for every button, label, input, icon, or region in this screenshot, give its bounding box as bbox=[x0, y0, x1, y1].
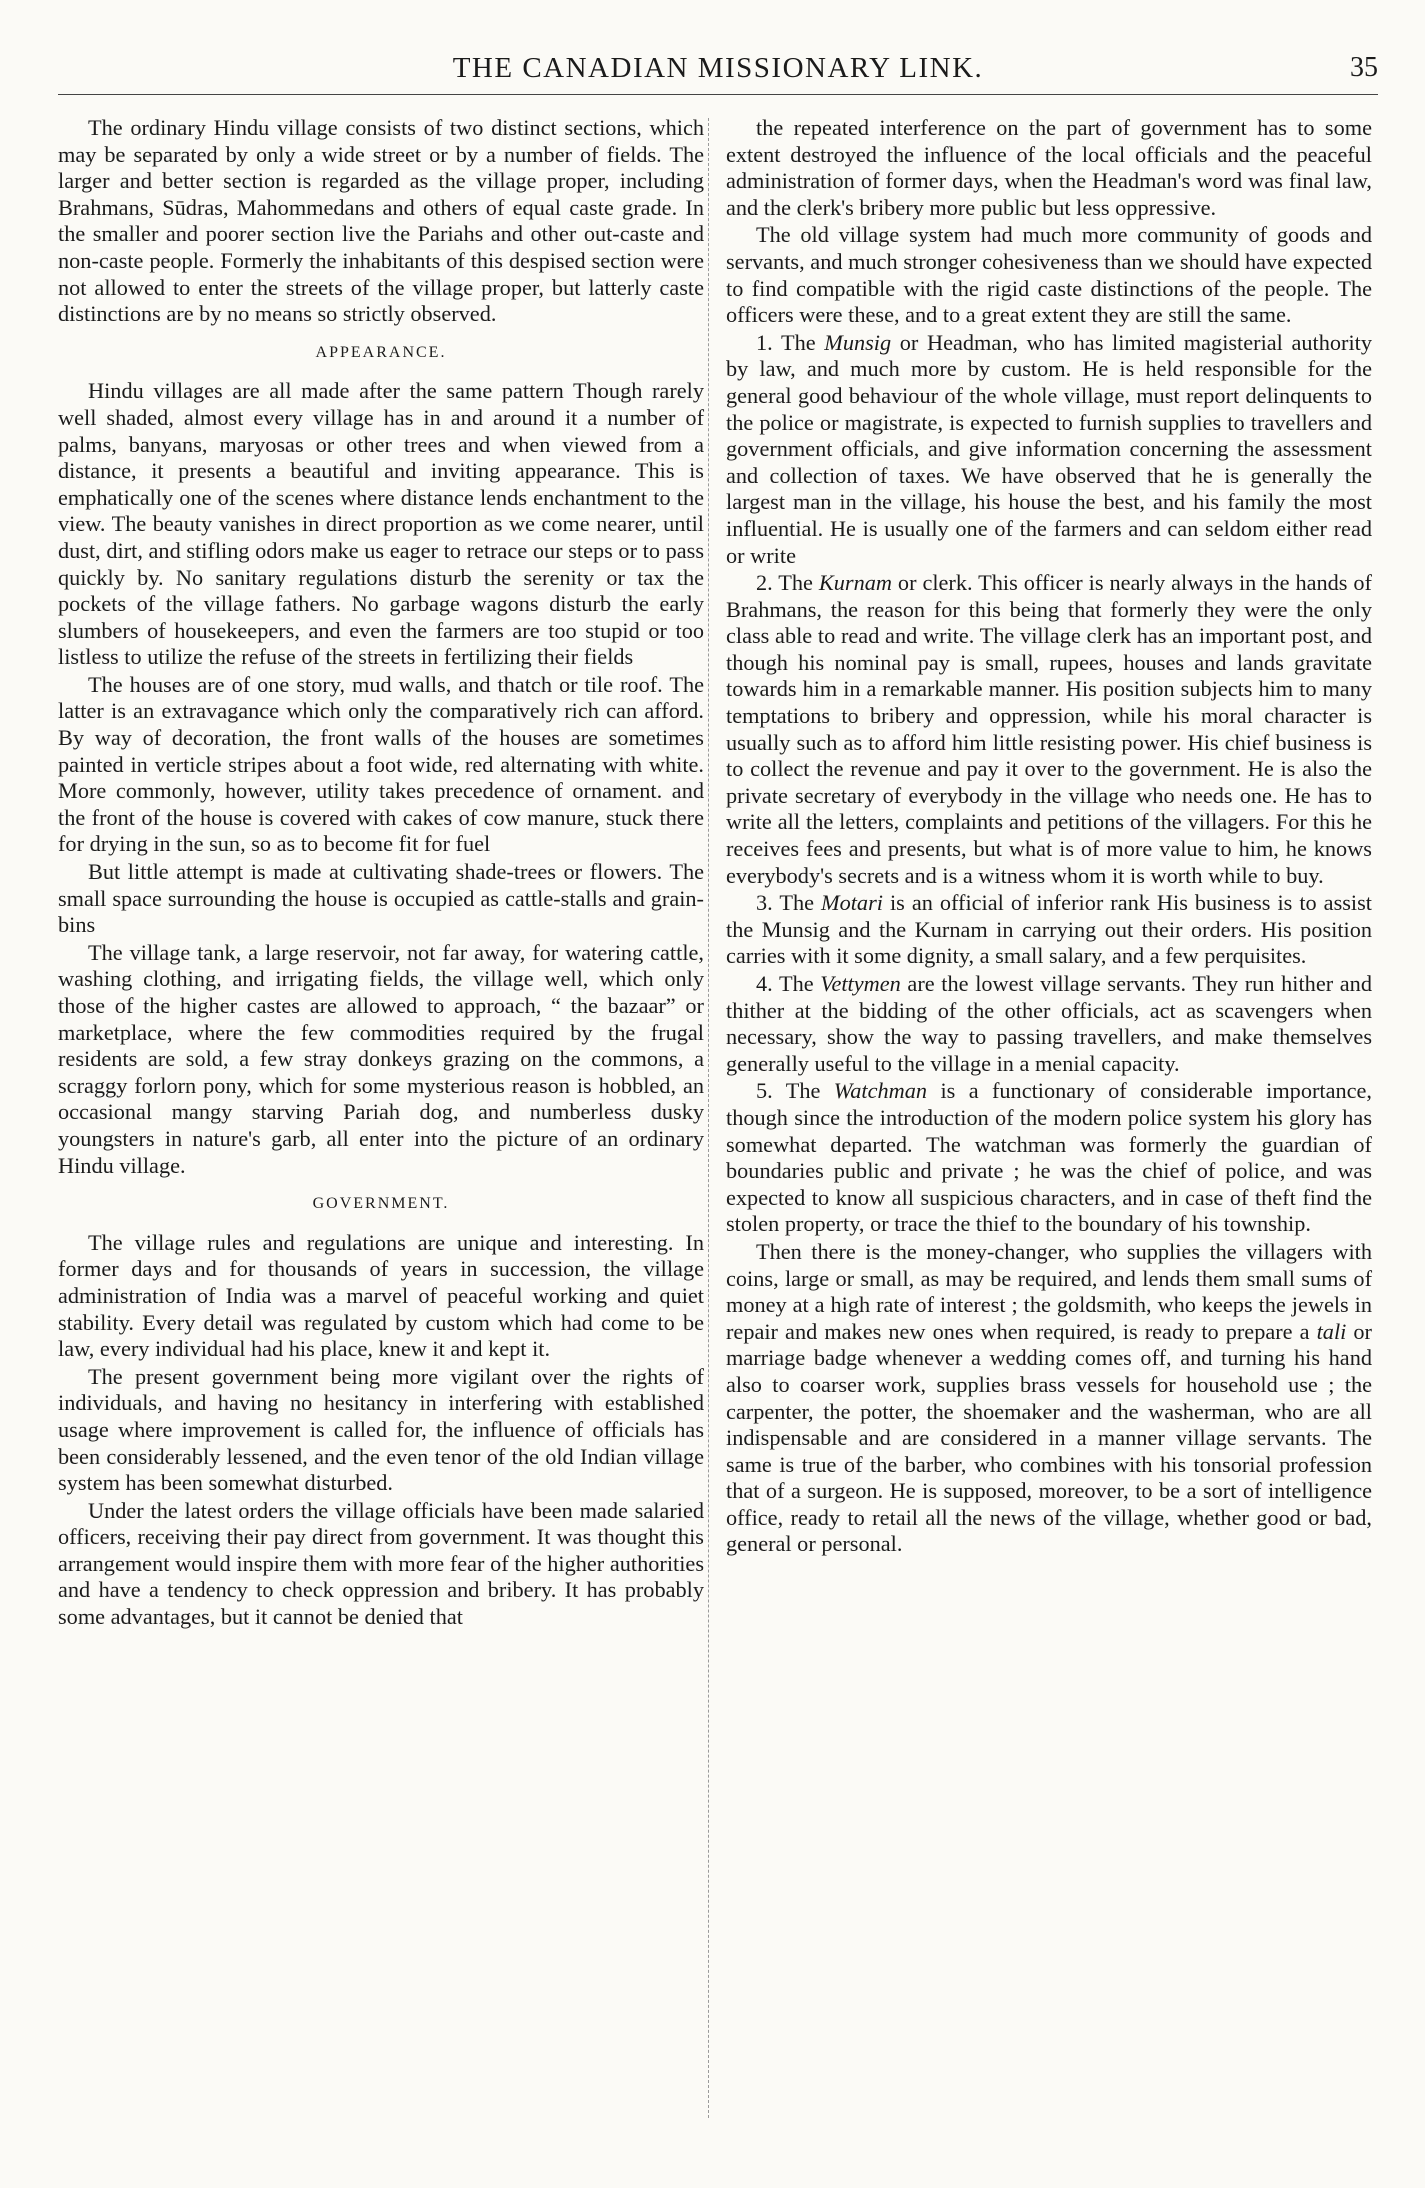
paragraph-village-rules: The village rules and regulations are unique and interesting. In former days and for thousands of years in succession, the village administration of India was a marvel of peaceful working and quiet stability. Every detail was regulated by custom which had come to be law, every individual had his place, knew it and kept it. bbox=[58, 1229, 704, 1362]
paragraph-shade-trees: But little attempt is made at cultivating shade-trees or flowers. The small space surrounding the house is occupied as cattle-stalls and grain-bins bbox=[58, 859, 704, 938]
paragraph-village-appearance: Hindu villages are all made after the same pattern Though rarely well shaded, almost every village has in and around it a number of palms, banyans, maryosas or other trees and when viewed from a distance, it presents a beautiful and inviting appearance. This is emphatically one of the scenes where distance lends enchantment to the view. The beauty vanishes in direct proportion as we come nearer, until dust, dirt, and stifling odors make us eager to retrace our steps or to pass quickly by. No sanitary regulations disturb the serenity or tax the pockets of the village fathers. No garbage wagons disturb the early slumbers of housekeepers, and even the farmers are too stupid or too listless to utilize the refuse of the streets in fertilizing their fields bbox=[58, 378, 704, 670]
paragraph-village-tradesmen: Then there is the money-changer, who supplies the villagers with coins, large or small, as may be required, and lends them small sums of money at a high rate of interest ; the goldsmith, who keeps the jewels in repair and makes new ones when required, is ready to prepare a tali or marriage badge whenever a wedding comes off, and turning his hand also to coarser work, supplies brass vessels for household use ; the carpenter, the potter, the shoemaker and the washerman, who are all indispensable and are considered in a manner village servants. The same is true of the barber, who combines with his tonsorial profession that of a surgeon. He is supposed, moreover, to be a sort of intelligence office, ready to retail all the news of the village, whether good or bad, general or personal. bbox=[726, 1238, 1372, 1557]
section-heading-government: GOVERNMENT. bbox=[312, 1195, 450, 1213]
paragraph-kurnam: 2. The Kurnam or clerk. This officer is nearly always in the hands of Brahmans, the reason for this being that formerly they were the only class able to read and write. The village clerk has an important post, and though his nominal pay is small, rupees, houses and lands gravitate towards him in a remarkable manner. His position subjects him to many temptations to bribery and oppression, while his moral character is usually such as to afford him little resisting power. His chief business is to collect the revenue and pay it over to the government. He is also the private secretary of everybody in the village who needs one. He has to write all the letters, complaints and petitions of the villagers. For this he receives fees and presents, but what is of more value to him, he knows everybody's secrets and is a witness whom it is worth while to buy. bbox=[726, 570, 1372, 888]
left-column bbox=[58, 115, 704, 1631]
journal-title: THE CANADIAN MISSIONARY LINK. bbox=[452, 52, 984, 84]
term-munsig: Munsig bbox=[824, 329, 892, 355]
term-motari: Motari bbox=[821, 890, 883, 916]
paragraph-present-government: The present government being more vigilant over the rights of individuals, and having no hesitancy in interfering with established usage where improvement is called for, the influence of officials has been considerably lessened, and the even tenor of the old Indian village system has been somewhat disturbed. bbox=[58, 1363, 704, 1496]
paragraph-vettymen: 4. The Vettymen are the lowest village servants. They run hither and thither at the bidding of the other officials, act as scavengers when necessary, show the way to passing travellers, and make themselves generally useful to the village in a menial capacity. bbox=[726, 971, 1372, 1076]
paragraph-motari: 3. The Motari is an official of inferior rank His business is to assist the Munsig and the Kurnam in carrying out their orders. His position carries with it some dignity, a small salary, and a few perquisites. bbox=[726, 890, 1372, 969]
paragraph-munsig: 1. The Munsig or Headman, who has limited magisterial authority by law, and much more by custom. He is held responsible for the general good behaviour of the whole village, must report delinquents to the police or magistrate, is expected to furnish supplies to travellers and government officials, and give information concerning the assessment and collection of taxes. We have observed that he is generally the largest man in the village, his house the best, and his family the most influential. He is usually one of the farmers and can seldom either read or write bbox=[726, 329, 1372, 568]
paragraph-repeated-interference: the repeated interference on the part of government has to some extent destroyed the influence of the local officials and the peaceful administration of former days, when the Headman's word was final law, and the clerk's bribery more public but less oppressive. bbox=[726, 115, 1372, 220]
running-header bbox=[58, 50, 1378, 95]
section-heading-appearance: APPEARANCE. bbox=[315, 343, 447, 361]
term-kurnam: Kurnam bbox=[818, 570, 892, 596]
term-tali: tali bbox=[1316, 1318, 1347, 1344]
column-divider bbox=[708, 118, 709, 2118]
paragraph-latest-orders: Under the latest orders the village officials have been made salaried officers, receiving their pay direct from government. It was thought this arrangement would inspire them with more fear of the higher authorities and have a tendency to check oppression and bribery. It has probably some advantages, but it cannot be denied that bbox=[58, 1497, 704, 1630]
paragraph-watchman: 5. The Watchman is a functionary of considerable importance, though since the introduction of the modern police system his glory has somewhat departed. The watchman was formerly the guardian of boundaries public and private ; he was the chief of police, and was expected to know all suspicious characters, and in case of theft find the stolen property, or trace the thief to the boundary of his township. bbox=[726, 1078, 1372, 1237]
paragraph-village-tank: The village tank, a large reservoir, not far away, for watering cattle, washing clothing, and irrigating fields, the village well, which only those of the higher castes are allowed to approach, “ the bazaar” or marketplace, where the few commodities required by the frugal residents are sold, a few stray donkeys grazing on the commons, a scraggy forlorn pony, which for some mysterious reason is hobbled, an occasional mangy starving Pariah dog, and numberless dusky youngsters in nature's garb, all enter into the picture of an ordinary Hindu village. bbox=[58, 939, 704, 1178]
term-watchman: Watchman bbox=[833, 1078, 928, 1104]
page-number: 35 bbox=[1350, 52, 1378, 83]
paragraph-old-village-system: The old village system had much more community of goods and servants, and much stronger cohesiveness than we should have expected to find compatible with the rigid caste distinctions of the people. The officers were these, and to a great extent they are still the same. bbox=[726, 222, 1372, 328]
paragraph-village-sections: The ordinary Hindu village consists of two distinct sections, which may be separated by only a wide street or by a number of fields. The larger and better section is regarded as the village proper, including Brahmans, Sūdras, Mahommedans and others of equal caste grade. In the smaller and poorer section live the Pariahs and other out-caste and non-caste people. Formerly the inhabitants of this despised section were not allowed to enter the streets of the village proper, but latterly caste distinctions are by no means so strictly observed. bbox=[58, 115, 704, 327]
paragraph-houses: The houses are of one story, mud walls, and thatch or tile roof. The latter is an extravagance which only the comparatively rich can afford. By way of decoration, the front walls of the houses are sometimes painted in verticle stripes about a foot wide, red alternating with white. More commonly, however, utility takes precedence of ornament. and the front of the house is covered with cakes of cow manure, stuck there for drying in the sun, so as to become fit for fuel bbox=[58, 671, 704, 857]
term-vettymen: Vettymen bbox=[820, 971, 901, 996]
right-column bbox=[726, 115, 1372, 1558]
